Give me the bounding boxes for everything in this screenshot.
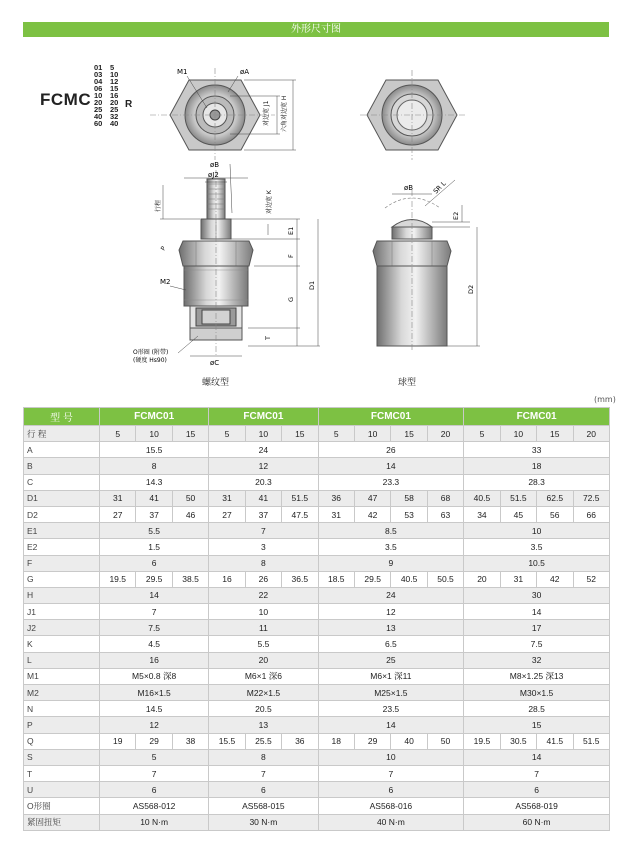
table-header-model: FCMC01 [100,408,209,426]
code-stroke: 40 [110,119,119,128]
table-cell: 7 [209,765,318,781]
table-cell: 41 [136,490,172,506]
spec-table [23,407,610,831]
table-cell: 14.3 [100,474,209,490]
table-cell: 10.5 [464,555,610,571]
table-cell: 4.5 [100,636,209,652]
table-cell: 40 [391,733,427,749]
row-label: T [24,765,100,781]
table-cell: 28.5 [464,701,610,717]
table-cell: 7.5 [100,620,209,636]
table-cell: 50 [172,490,208,506]
row-label: B [24,458,100,474]
table-cell: 29.5 [354,571,390,587]
table-cell: 34 [464,506,500,522]
table-row [24,717,610,733]
table-row [24,636,610,652]
code-stroke: 20 [110,98,119,107]
table-cell: 20.5 [209,701,318,717]
code-size: 25 [94,105,103,114]
table-cell: 10 [136,426,172,442]
row-label: F [24,555,100,571]
table-cell: 20 [427,426,463,442]
table-cell: 10 [464,523,610,539]
table-cell: 7.5 [464,636,610,652]
table-row [24,442,610,458]
table-cell: 10 [209,604,318,620]
top-view-ball [360,70,465,160]
table-row [24,782,610,798]
table-row [24,587,610,603]
table-cell: 27 [100,506,136,522]
row-label: 行 程 [24,426,100,442]
table-cell: 31 [209,490,245,506]
row-label: S [24,749,100,765]
table-cell: 47 [354,490,390,506]
table-cell: 38 [172,733,208,749]
table-row [24,539,610,555]
table-cell: 32 [464,652,610,668]
table-row [24,458,610,474]
table-cell: 5 [100,426,136,442]
label-phiB2: øB [404,184,414,192]
table-cell: 47.5 [282,506,318,522]
table-cell: 26 [245,571,281,587]
table-cell: 31 [100,490,136,506]
table-cell: 8 [209,555,318,571]
code-stroke: 16 [110,91,119,100]
table-row [24,620,610,636]
code-size: 10 [94,91,103,100]
table-cell: M6×1 深11 [318,668,464,684]
table-row [24,555,610,571]
table-cell: 31 [318,506,354,522]
table-cell: AS568-015 [209,798,318,814]
table-cell: 15 [172,426,208,442]
table-cell: 7 [100,765,209,781]
table-cell: 36.5 [282,571,318,587]
row-label: J2 [24,620,100,636]
table-header-model: FCMC01 [209,408,318,426]
code-stroke: 12 [110,77,119,86]
table-cell: 29 [354,733,390,749]
table-row [24,523,610,539]
table-cell: 3.5 [464,539,610,555]
table-cell: 24 [209,442,318,458]
table-cell: 5.5 [100,523,209,539]
table-cell: AS568-012 [100,798,209,814]
table-row [24,733,610,749]
table-row [24,571,610,587]
table-cell: 20 [209,652,318,668]
table-cell: 25 [318,652,464,668]
table-cell: 29.5 [136,571,172,587]
code-size: 01 [94,63,103,72]
table-cell: 40.5 [464,490,500,506]
table-cell: 51.5 [282,490,318,506]
label-j1: 对边宽 J1 [263,100,270,126]
side-view-ball [373,179,480,352]
table-cell: M25×1.5 [318,685,464,701]
table-row [24,426,610,442]
table-cell: 10 [245,426,281,442]
table-cell: 13 [318,620,464,636]
table-row [24,652,610,668]
table-cell: AS568-019 [464,798,610,814]
row-label: G [24,571,100,587]
code-stroke: 5 [110,63,115,72]
label-d2: D2 [467,284,475,294]
label-d1: D1 [308,280,316,290]
row-label: E2 [24,539,100,555]
table-header-model: FCMC01 [318,408,464,426]
label-h: 六角对边宽 H [281,95,288,132]
unit-label: (mm) [594,395,616,404]
label-e2: E2 [452,211,460,220]
table-row [24,685,610,701]
table-cell: M8×1.25 深13 [464,668,610,684]
table-cell: 45 [500,506,536,522]
table-cell: 14 [464,749,610,765]
table-header-row [24,408,610,426]
label-m1: M1 [177,68,188,76]
label-stroke: 行程 [155,199,162,212]
table-row [24,701,610,717]
top-view-thread [150,68,296,160]
table-cell: 14 [464,604,610,620]
row-label: J1 [24,604,100,620]
table-cell: 8.5 [318,523,464,539]
table-cell: 19.5 [464,733,500,749]
table-cell: 7 [209,523,318,539]
row-label: M2 [24,685,100,701]
table-cell: 37 [136,506,172,522]
table-cell: 9 [318,555,464,571]
label-t: T [264,336,272,340]
row-label: H [24,587,100,603]
label-phiB: øB [210,161,220,169]
table-cell: M16×1.5 [100,685,209,701]
code-size: 04 [94,77,103,86]
table-cell: 42 [354,506,390,522]
table-cell: 30.5 [500,733,536,749]
row-label: M1 [24,668,100,684]
table-cell: 38.5 [172,571,208,587]
table-cell: 25.5 [245,733,281,749]
table-cell: 15 [537,426,573,442]
table-cell: 36 [282,733,318,749]
row-label: O形圈 [24,798,100,814]
table-cell: 6 [100,782,209,798]
table-cell: 53 [391,506,427,522]
table-cell: 1.5 [100,539,209,555]
table-row [24,749,610,765]
row-label: K [24,636,100,652]
row-label: U [24,782,100,798]
table-cell: 15 [464,717,610,733]
table-cell: 68 [427,490,463,506]
table-cell: 58 [391,490,427,506]
table-row [24,798,610,814]
code-size: 60 [94,119,103,128]
table-row [24,814,610,830]
table-cell: 3.5 [318,539,464,555]
caption-ball-type: 球型 [398,378,417,388]
table-row [24,604,610,620]
table-cell: 12 [318,604,464,620]
table-cell: 30 [464,587,610,603]
table-cell: 36 [318,490,354,506]
table-cell: 20 [464,571,500,587]
table-row [24,490,610,506]
table-cell: M30×1.5 [464,685,610,701]
table-cell: 19.5 [100,571,136,587]
table-cell: 7 [318,765,464,781]
table-cell: 19 [100,733,136,749]
table-cell: 51.5 [500,490,536,506]
table-cell: 18 [464,458,610,474]
table-cell: 3 [209,539,318,555]
table-cell: 10 N·m [100,814,209,830]
table-cell: 11 [209,620,318,636]
row-label: P [24,717,100,733]
label-m2: M2 [160,278,171,286]
table-cell: 17 [464,620,610,636]
row-label: A [24,442,100,458]
table-cell: 22 [209,587,318,603]
table-cell: 23.3 [318,474,464,490]
table-cell: 29 [136,733,172,749]
table-cell: 46 [172,506,208,522]
table-cell: 6 [318,782,464,798]
table-cell: 42 [537,571,573,587]
table-cell: 13 [209,717,318,733]
code-size: 06 [94,84,103,93]
label-phiA: øA [240,68,250,76]
row-label: N [24,701,100,717]
label-f: F [287,254,295,258]
table-cell: 18.5 [318,571,354,587]
table-cell: 5 [464,426,500,442]
table-cell: 6 [464,782,610,798]
table-cell: 27 [209,506,245,522]
dimension-drawing [0,0,634,380]
table-cell: 50 [427,733,463,749]
table-cell: 41.5 [537,733,573,749]
code-stroke: 32 [110,112,119,121]
table-cell: 37 [245,506,281,522]
table-cell: 10 [500,426,536,442]
table-cell: 10 [318,749,464,765]
row-label: E1 [24,523,100,539]
table-cell: 41 [245,490,281,506]
code-size: 03 [94,70,103,79]
table-cell: 23.5 [318,701,464,717]
label-p: P [159,245,168,252]
label-oring-2: (硬度 Hs90) [133,357,167,364]
table-cell: AS568-016 [318,798,464,814]
row-label: D2 [24,506,100,522]
table-header-label: 型 号 [24,408,100,426]
table-cell: 14.5 [100,701,209,717]
label-phiJ2: øJ2 [208,171,219,179]
table-cell: 18 [318,733,354,749]
table-cell: 15.5 [209,733,245,749]
label-e1: E1 [287,226,295,235]
table-cell: 5 [209,426,245,442]
table-cell: 8 [209,749,318,765]
code-size: 40 [94,112,103,121]
table-cell: 72.5 [573,490,609,506]
table-cell: 5.5 [209,636,318,652]
table-cell: 51.5 [573,733,609,749]
table-cell: 16 [100,652,209,668]
table-cell: 7 [100,604,209,620]
table-cell: 6.5 [318,636,464,652]
table-cell: 56 [537,506,573,522]
table-cell: 14 [318,717,464,733]
table-cell: 60 N·m [464,814,610,830]
table-cell: 66 [573,506,609,522]
table-row [24,765,610,781]
table-cell: 20.3 [209,474,318,490]
table-cell: 6 [209,782,318,798]
table-cell: 12 [209,458,318,474]
table-cell: 14 [318,458,464,474]
model-prefix: FCMC [40,90,92,109]
table-cell: 6 [100,555,209,571]
table-cell: 50.5 [427,571,463,587]
table-cell: 33 [464,442,610,458]
table-cell: 7 [464,765,610,781]
table-cell: 31 [500,571,536,587]
table-cell: 5 [100,749,209,765]
row-label: C [24,474,100,490]
row-label: D1 [24,490,100,506]
table-cell: 15 [391,426,427,442]
code-stroke: 15 [110,84,119,93]
table-cell: 5 [318,426,354,442]
table-cell: 26 [318,442,464,458]
caption-thread-type: 螺纹型 [202,378,230,388]
table-cell: 62.5 [537,490,573,506]
table-cell: 10 [354,426,390,442]
side-view-thread [133,161,320,367]
label-k: 对边宽 K [266,190,273,214]
table-row [24,506,610,522]
table-cell: 8 [100,458,209,474]
section-banner: 外形尺寸图 [23,22,609,37]
table-cell: 12 [100,717,209,733]
label-g: G [287,296,295,302]
table-row [24,668,610,684]
table-cell: M6×1 深6 [209,668,318,684]
table-cell: 20 [573,426,609,442]
table-cell: 15 [282,426,318,442]
table-cell: M5×0.8 深8 [100,668,209,684]
table-cell: 28.3 [464,474,610,490]
table-cell: 52 [573,571,609,587]
table-cell: 16 [209,571,245,587]
row-label: 紧固扭矩 [24,814,100,830]
label-oring-1: O形圈 (附带) [133,349,169,356]
table-cell: 40.5 [391,571,427,587]
label-phiC: øC [210,359,220,367]
table-cell: 15.5 [100,442,209,458]
table-cell: 24 [318,587,464,603]
table-cell: M22×1.5 [209,685,318,701]
code-size: 20 [94,98,103,107]
table-header-model: FCMC01 [464,408,610,426]
table-cell: 63 [427,506,463,522]
table-row [24,474,610,490]
table-cell: 40 N·m [318,814,464,830]
code-stroke: 25 [110,105,119,114]
code-stroke: 10 [110,70,119,79]
row-label: Q [24,733,100,749]
table-cell: 30 N·m [209,814,318,830]
label-srl: SR L [431,179,448,196]
table-cell: 14 [100,587,209,603]
stroke-suffix: R [125,99,133,110]
row-label: L [24,652,100,668]
